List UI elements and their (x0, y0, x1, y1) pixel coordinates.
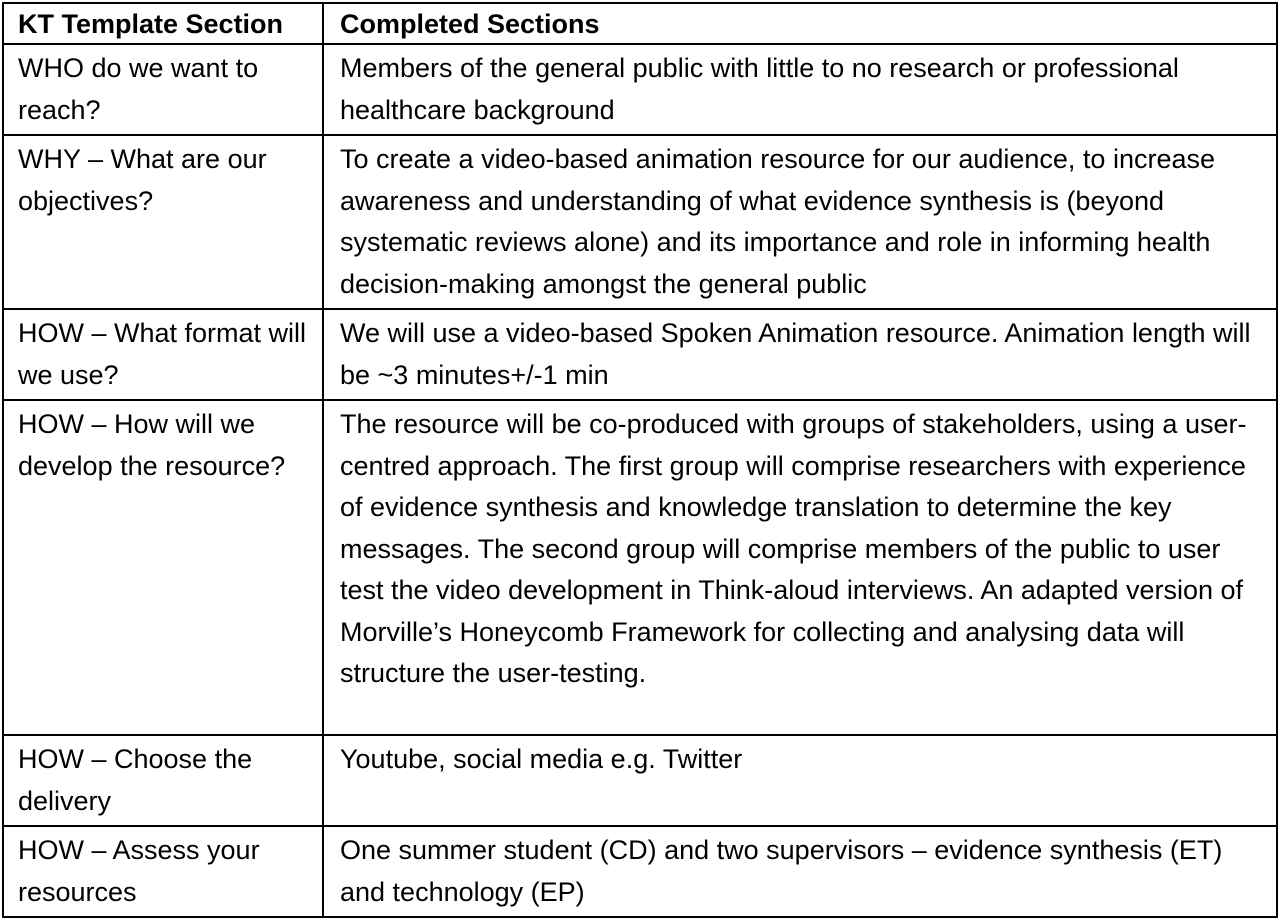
row-completed-how-format: We will use a video-based Spoken Animation resource. Animation length will be ~3 minutes+/-1 min (323, 309, 1277, 400)
table-row (3, 826, 1277, 917)
row-completed-how-delivery: Youtube, social media e.g. Twitter (323, 735, 1277, 826)
table-row (3, 309, 1277, 400)
table-row (3, 400, 1277, 735)
row-section-who: WHO do we want to reach? (3, 44, 323, 135)
table-row (3, 44, 1277, 135)
table-row (3, 135, 1277, 309)
row-completed-why: To create a video-based animation resource for our audience, to increase awareness and understanding of what evidence synthesis is (beyond systematic reviews alone) and its importance and role in informing health decision-making amongst the general public (323, 135, 1277, 309)
row-completed-how-resources: One summer student (CD) and two supervisors – evidence synthesis (ET) and technology (EP) (323, 826, 1277, 917)
row-completed-how-develop: The resource will be co-produced with groups of stakeholders, using a user-centred approach. The first group will comprise researchers with experience of evidence synthesis and knowledge translation to determine the key messages. The second group will comprise members of the public to user test the video development in Think-aloud interviews. An adapted version of Morville’s Honeycomb Framework for collecting and analysing data will structure the user-testing. (323, 400, 1277, 735)
row-section-how-delivery: HOW – Choose the delivery (3, 735, 323, 826)
row-completed-who: Members of the general public with little to no research or professional healthcare background (323, 44, 1277, 135)
table-header-row (3, 3, 1277, 44)
kt-template-table (2, 2, 1278, 918)
row-section-how-develop: HOW – How will we develop the resource? (3, 400, 323, 735)
row-section-how-resources: HOW – Assess your resources (3, 826, 323, 917)
table-row (3, 735, 1277, 826)
column-header-kt-template-section: KT Template Section (3, 3, 323, 44)
row-section-why: WHY – What are our objectives? (3, 135, 323, 309)
column-header-completed-sections: Completed Sections (323, 3, 1277, 44)
row-section-how-format: HOW – What format will we use? (3, 309, 323, 400)
